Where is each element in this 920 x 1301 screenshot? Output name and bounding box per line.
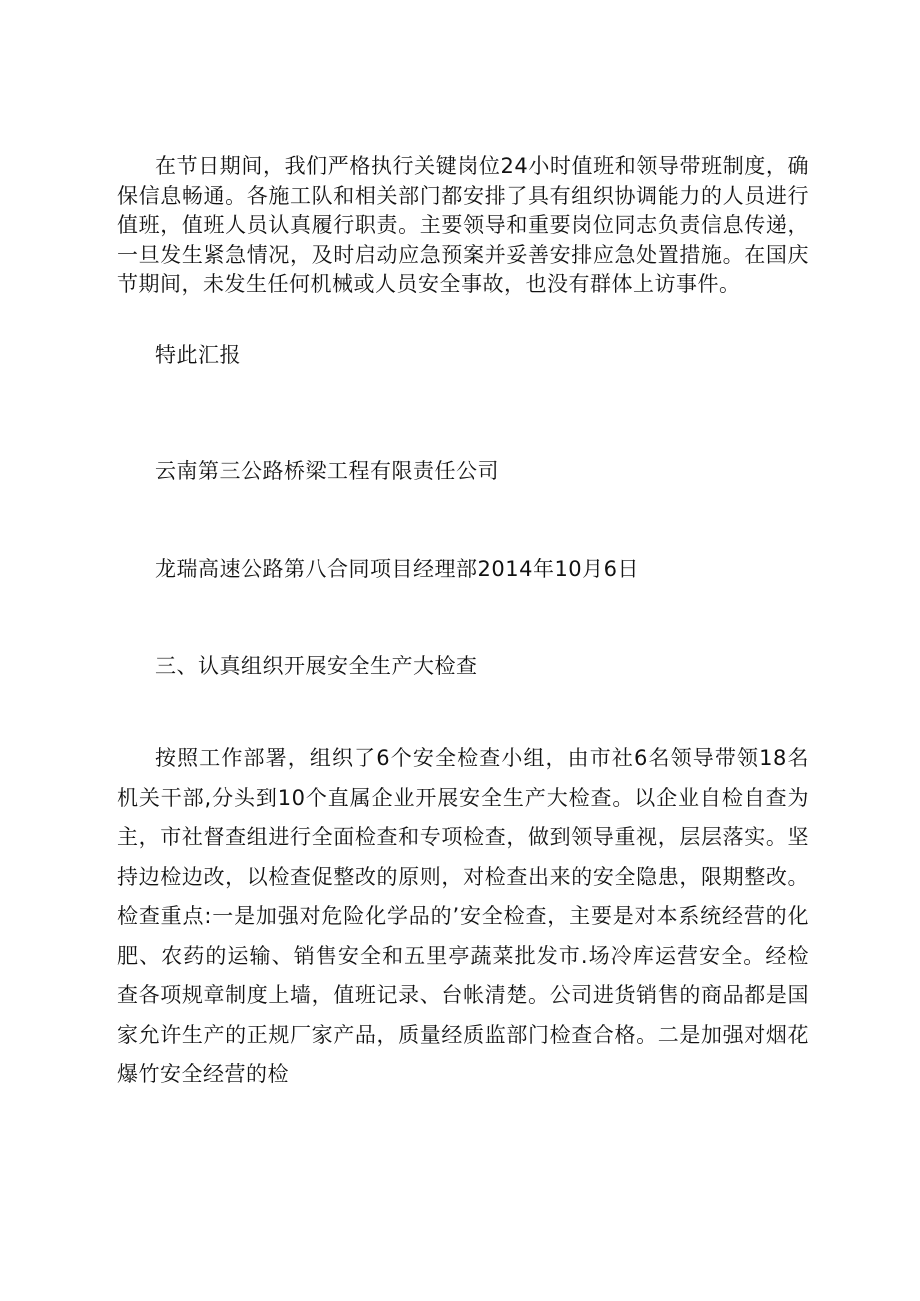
paragraph-duty-system: 在节日期间，我们严格执行关键岗位24小时值班和领导带班制度，确保信息畅通。各施工队和相关部门都安排了具有组织协调能力的人员进行值班，值班人员认真履行职责。主要领导和重要岗位同志负责信息传递，一旦发生紧急情况，及时启动应急预案并妥善安排应急处置措施。在国庆节期间，未发生任何机械或人员安全事故，也没有群体上访事件。 — [117, 154, 809, 296]
company-name: 云南第三公路桥梁工程有限责任公司 — [155, 459, 499, 483]
department-and-date: 龙瑞高速公路第八合同项目经理部2014年10月6日 — [155, 557, 640, 581]
paragraph-safety-inspection: 按照工作部署，组织了6个安全检查小组，由市社6名领导带领18名机关干部,分头到10个直属企业开展安全生产大检查。以企业自检自查为主，市社督查组进行全面检查和专项检查，做到领导重视，层层落实。坚持边检边改，以检查促整改的原则，对检查出来的安全隐患，限期整改。检查重点:一是加强对危险化学品的’安全检查，主要是对本系统经营的化肥、农药的运输、销售安全和五里亭蔬菜批发市.场冷库运营安全。经检查各项规章制度上墙，值班记录、台帐清楚。公司进货销售的商品都是国家允许生产的正规厂家产品，质量经质监部门检查合格。二是加强对烟花爆竹安全经营的检 — [117, 746, 809, 1086]
section-heading: 三、认真组织开展安全生产大检查 — [155, 654, 478, 678]
closing-remark: 特此汇报 — [155, 343, 241, 367]
